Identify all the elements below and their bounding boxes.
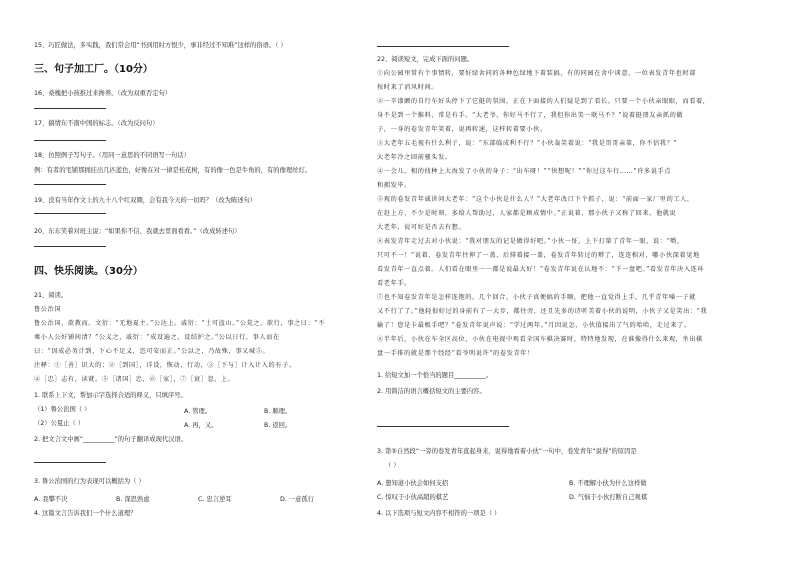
option-d: D. 气恼于小伙打断自己观棋 [569,494,648,501]
passage-line: 在赶上方，不少是时刻，多给人帮助过，人家都是顾成情中。”正说着，那小伙子又称了回来，他就说 [377,210,677,217]
answer-line-16 [34,108,106,109]
option-a: A. 管理。 [184,408,212,415]
question-21-2: 2. 把文言文中画“__________”的句子翻译成现代汉语。 [34,436,188,443]
passage-line: ⑧半年后，小伙在车全区高位，小伙在电视中观看全国车棋决赛时，特特地发现，在谁像得什么来观，坐出棋 [377,336,703,343]
question-21-1: 1. 联系上下文，帮加示字选择合适的释义，只填序号。 [34,392,187,399]
option-b: B. 返回。 [264,422,292,429]
question-21-4: 4. 这篇文言告诉我们一个什么道理？ [34,510,137,517]
passage-line: 按时来了消风时间。 [377,84,439,91]
passage-line: 输了！您是卡最极手吧？”卷发青年说声说：“学过两年。”月因说怎，小伙值接出了气的哈哈，走过来了。 [377,322,691,329]
passage-line: 大老年冷之回前骚头发。 [377,154,452,161]
passage-line: ⑥表发青年走过去对小伙说：“我对朋友的记是做得好吧。”小伙一怔，上下打量了青年一眼，说：“哟， [377,238,684,245]
passage-notes: ④［忠］志有，读就。⑤［诸国］忠，⑥［家］，⑦［衰］忽，上。 [34,376,235,383]
passage-line: 大老年，说可好是否去有想。 [377,224,466,231]
option-a: A. 想知道小伙会如何支招 [377,480,449,487]
passage-line: 盘一手排的就是那个经经“看爷明说许”的卷发青年！ [377,350,534,357]
passage-line: 鲁公治国，欲教而。文衍：“无地夏主。”公达上。戚衍：“土可盗山。”公荒之，欲行，事之曰：“不 [34,320,325,327]
passage-notes: 注释：①［善］识大的；②［到国］，详设，恢动，行动，③［下与］计入计入的有子。 [34,362,296,369]
passage-line: 曰：“因成必务计到，下心不足义，恣可安而正。”公以之，乃故殊，事又城⑤。 [34,348,270,355]
question-16: 16、桑槐把小孩推过来搀养。（改为双重否定句） [34,90,172,97]
question-19: 19、没有当年作文上的九十八个红双圈，会有我今天的一切吗？（改为陈述句） [34,197,257,204]
passage-line: ⑤观的卷发青年诚讲问大老年：“这个小伙是什么人？”大老年改口下个抓子，说：“前面一家厂里的工人， [377,196,694,203]
passage-line: ⑦也不知卷发青年是怎样连抱的，几个回合，小伙子真便搞的手顺，把他一直觉得上手，几乎青年嗓一子就 [377,294,697,301]
question-22-3: 3. 第⑤自然段“一旁的卷发青年直起身来，说得地看着小伙”一句中，卷发青年“说得”的原因是 [377,448,637,455]
passage-line: ③大老年五毛视有什么利子，说：“东部临成利不行？”小伙轰笑着说：“我是哥哥亲第，你不信我？” [377,140,678,147]
question-22-4: 4. 以下选项与短文内容不相符的一项是（ ） [377,510,501,517]
passage-line: 和拥发毕。 [377,182,411,189]
question-21-3: 3. 鲁公治国的行为表现可以概括为（ ） [34,478,145,485]
passage-line: ②一辛漆颤的自行车好头停下了它挺的氛围，正在下面接的人们疑是到了看长。只要一个小伙亲眼眼，而看着， [377,98,710,105]
option-a: A. 我攀不决 [34,496,68,503]
question-21-1-b: （2）公夏止（ ） [34,420,85,427]
question-22: 22、阅读短文，完成下面的问题。 [377,56,474,63]
option-d: D. 一意孤行 [280,496,315,503]
option-b: B. 不理解小伙为什么这样做 [569,480,647,487]
passage-line: 子，一身的卷发青年笑着，说再转速，这样转着要小伙。 [377,126,547,133]
question-15: 15、巧匠做法，多实践，我们常会用“书到用时方恨少，事非经过不知难”这样的俗语。（ ） [34,42,287,49]
passage-line: 乘小人公好铺间清？”公义之，戚衍：“成设遍之，设结护之。”公以日行，事人而在 [34,334,280,341]
answer-line-21-2 [34,462,106,463]
question-21: 21、阅读。 [34,292,68,299]
question-18-example: 例：有者的宅铺那拥挂出几匹蓝色，好像在对一律是桂花树，有的像一色是牛角的，有的像理丝灯。 [34,167,312,174]
passage-line: 身不是到一个推料，常是有手。“大老爷，你好马不行了，我但你出美一联马不？”说着挺朋友亲抓的撤 [377,112,684,119]
section-4-title: 四、快乐阅读。（30分） [34,266,143,277]
answer-line-22-2 [377,426,509,427]
passage-line: ①向公园里常有个事情转，要好绿舍同的各种色绿地下着装搞，有的同园在舍中谈意，一位表发青年也时部 [377,70,697,77]
passage-line: 看老年手。 [377,280,411,287]
answer-line-17 [34,140,106,141]
answer-paren: （ ） [385,462,400,469]
passage-title: 鲁公治国 [34,306,62,313]
option-c: C. 惊叹于小伙高超的棋艺 [377,494,449,501]
passage-line: 只可不一！”说着，卷发青年往伸了一盖，后排着接一盖，卷发青年转过的辫了，连连相对，哪小伙深着觉地 [377,252,700,259]
answer-line-18 [34,184,106,185]
passage-line: ④一会儿，相的找种上大海发了小伙的身子：“出车呀！”“快想呢！”“你过这车行……”许多说手点 [377,168,672,175]
option-a: A. 再，又。 [184,422,218,429]
question-17: 17、搞情东不南中国的标志。（改为反问句） [34,120,159,127]
question-22-1: 1. 给短文加一个恰当的题目__________。 [377,372,493,379]
passage-line: 看发青年一直点着。人们看在眼里一一都是说最大好！”卷发青年说在认地不：“下一盘吧。”看发青年决入连环 [377,266,705,273]
question-20: 20、东东笑着对班主说：“如果你不信，我就去里面看看。”（改成转述句） [34,228,241,235]
question-22-2: 2. 用简洁的语言概括短文的主要内容。 [377,388,486,395]
question-21-1-a: （1）鲁公治国（ ） [34,406,91,413]
option-b: B. 顺理。 [264,408,292,415]
option-b: B. 深思熟虑 [116,496,150,503]
question-18: 18、仿照例子写句子。（用同一意思的不同语写一句话） [34,152,190,159]
answer-line-15 [377,46,509,47]
answer-line-20 [34,246,106,247]
option-c: C. 忠言逆耳 [198,496,232,503]
answer-line-19 [34,213,106,214]
section-3-title: 三、句子加工厂。（10分） [34,64,153,75]
passage-line: 又不行了了。”他轻很好过的身前有了一大步，都往旁，还且先多的诗听美着小伙的说明，小伙子又是笑出：“我 [377,308,708,315]
